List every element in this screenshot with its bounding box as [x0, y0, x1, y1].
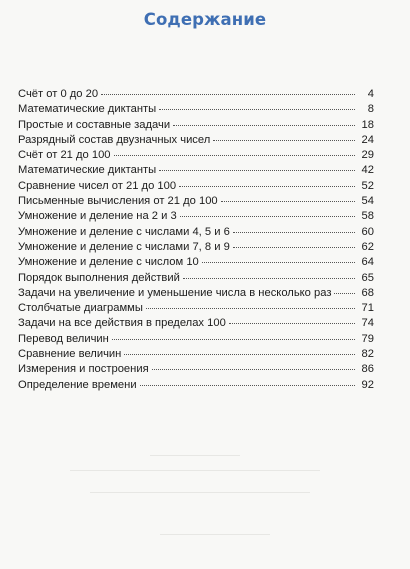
dot-leader	[183, 268, 355, 279]
toc-entry-label: Перевод величин	[18, 332, 109, 345]
dot-leader	[112, 329, 355, 340]
toc-entry-label: Сравнение величин	[18, 348, 122, 361]
toc-entry	[18, 270, 374, 285]
dot-leader	[152, 359, 355, 370]
toc-entry-label: Задачи на все действия в пределах 100	[18, 317, 226, 330]
toc-entry-page-number: 92	[361, 378, 374, 391]
toc-entry-label: Умножение и деление с числом 10	[18, 256, 199, 269]
toc-entry-page-number: 64	[361, 256, 374, 269]
dot-leader	[140, 375, 355, 386]
dot-leader	[179, 176, 355, 187]
toc-entry-page-number: 58	[361, 210, 374, 223]
toc-entry-label: Задачи на увеличение и уменьшение числа в несколько раз	[18, 286, 332, 299]
dot-leader	[229, 313, 355, 324]
dot-leader	[124, 344, 355, 355]
toc-entry-page-number: 8	[367, 103, 374, 116]
toc-entry-label: Столбчатые диаграммы	[18, 302, 143, 315]
dot-leader	[233, 222, 355, 233]
toc-entry-page-number: 86	[361, 363, 374, 376]
bleed-mark	[70, 470, 320, 471]
dot-leader	[159, 99, 355, 110]
toc-entry-page-number: 65	[361, 271, 374, 284]
toc-entry-label: Математические диктанты	[18, 103, 157, 116]
dot-leader	[114, 145, 355, 156]
toc-entry-label: Разрядный состав двузначных чисел	[18, 133, 211, 146]
toc-entry-page-number: 62	[361, 240, 374, 253]
bleed-mark	[160, 534, 270, 535]
dot-leader	[233, 237, 355, 248]
toc-entry-label: Простые и составные задачи	[18, 118, 171, 131]
toc-entry-label: Счёт от 21 до 100	[18, 149, 111, 162]
toc-entry-page-number: 82	[361, 348, 374, 361]
toc-entry	[18, 377, 374, 392]
toc-entry-label: Умножение и деление с числами 4, 5 и 6	[18, 225, 230, 238]
bleed-mark	[150, 455, 240, 456]
dot-leader	[146, 298, 355, 309]
bleed-mark	[90, 492, 310, 493]
toc-entry-label: Определение времени	[18, 378, 137, 391]
toc-entry-page-number: 18	[361, 118, 374, 131]
dot-leader	[173, 115, 355, 126]
toc-entry-label: Умножение и деление на 2 и 3	[18, 210, 177, 223]
toc-entry-label: Счёт от 0 до 20	[18, 88, 99, 100]
toc-entry-label: Умножение и деление с числами 7, 8 и 9	[18, 240, 230, 253]
toc-entry-page-number: 29	[361, 149, 374, 162]
toc-entry-label: Математические диктанты	[18, 164, 157, 177]
toc-entry-page-number: 24	[361, 133, 374, 146]
toc-entry-page-number: 52	[361, 179, 374, 192]
toc-entry-page-number: 42	[361, 164, 374, 177]
toc-entry-label: Порядок выполнения действий	[18, 271, 180, 284]
dot-leader	[213, 130, 355, 141]
toc-entry-page-number: 68	[361, 286, 374, 299]
dot-leader	[101, 84, 355, 95]
toc-entry-page-number: 54	[361, 195, 374, 208]
page-title: Содержание	[143, 10, 267, 29]
toc-entry-label: Письменные вычисления от 21 до 100	[18, 195, 218, 208]
table-of-contents	[18, 86, 374, 392]
dot-leader	[334, 283, 355, 294]
toc-entry-page-number: 4	[367, 88, 374, 100]
toc-entry-label: Измерения и построения	[18, 363, 149, 376]
toc-entry-page-number: 71	[361, 302, 374, 315]
dot-leader	[159, 160, 355, 171]
toc-entry-page-number: 79	[361, 332, 374, 345]
toc-entry-label: Сравнение чисел от 21 до 100	[18, 179, 177, 192]
dot-leader	[202, 252, 355, 263]
dot-leader	[180, 206, 355, 217]
toc-entry-page-number: 74	[361, 317, 374, 330]
dot-leader	[221, 191, 355, 202]
toc-entry-page-number: 60	[361, 225, 374, 238]
